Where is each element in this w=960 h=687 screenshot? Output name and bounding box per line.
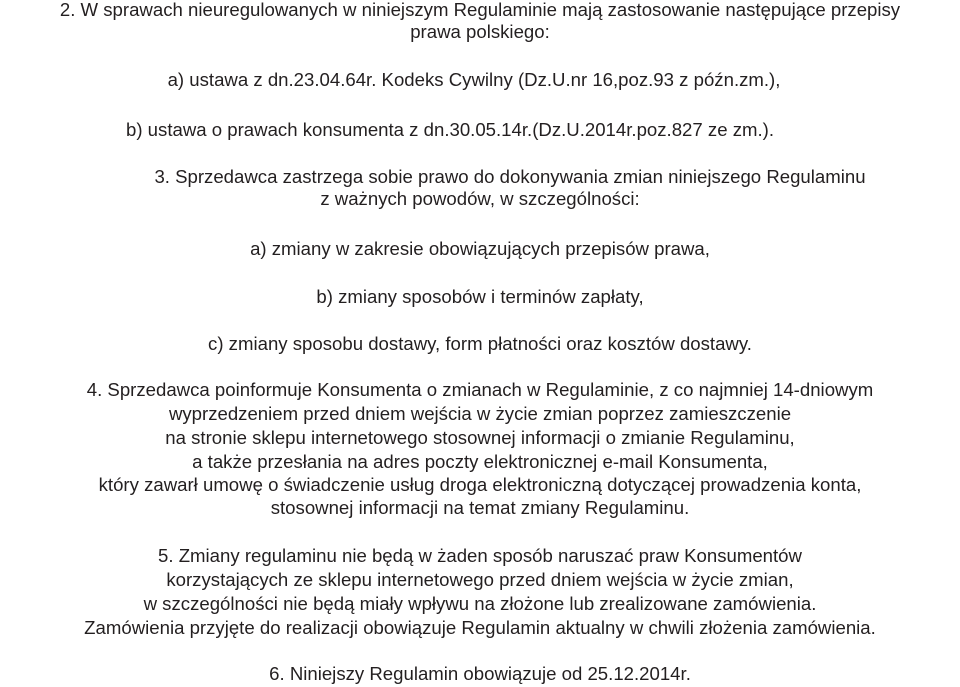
section-5-line-3: w szczególności nie będą miały wpływu na złożone lub zrealizowane zamówienia. [143,593,817,614]
section-2-item-b: b) ustawa o prawach konsumenta z dn.30.05.14r.(Dz.U.2014r.poz.827 ze zm.). [125,119,775,140]
section-4-line-6: stosownej informacji na temat zmiany Regulaminu. [270,497,690,518]
section-5-line-2: korzystających ze sklepu internetowego przed dniem wejścia w życie zmian, [166,569,794,590]
section-4-line-2: wyprzedzeniem przed dniem wejścia w życie zmian poprzez zamieszczenie [168,403,792,424]
section-3-line-2: z ważnych powodów, w szczególności: [320,188,640,209]
section-4-line-1: 4. Sprzedawca poinformuje Konsumenta o zmianach w Regulaminie, z co najmniej 14-dniowym [86,379,874,400]
section-2-item-a: a) ustawa z dn.23.04.64r. Kodeks Cywilny (Dz.U.nr 16,poz.93 z późn.zm.), [167,69,781,90]
section-4-line-5: który zawarł umowę o świadczenie usług droga elektroniczną dotyczącej prowadzenia konta, [98,474,862,495]
section-4-line-4: a także przesłania na adres poczty elektronicznej e-mail Konsumenta, [192,451,768,472]
section-3-line-1: 3. Sprzedawca zastrzega sobie prawo do dokonywania zmian niniejszego Regulaminu [154,166,866,187]
section-3-item-a: a) zmiany w zakresie obowiązujących przepisów prawa, [250,238,710,259]
section-4-line-3: na stronie sklepu internetowego stosownej informacji o zmianie Regulaminu, [165,427,795,448]
section-3-item-c: c) zmiany sposobu dostawy, form płatności oraz kosztów dostawy. [208,333,752,354]
section-5-line-1: 5. Zmiany regulaminu nie będą w żaden sposób naruszać praw Konsumentów [158,545,802,566]
section-6-line: 6. Niniejszy Regulamin obowiązuje od 25.12.2014r. [269,663,691,684]
section-3-item-b: b) zmiany sposobów i terminów zapłaty, [316,286,644,307]
section-5-line-4: Zamówienia przyjęte do realizacji obowiązuje Regulamin aktualny w chwili złożenia zamówienia. [84,617,876,638]
section-2-line-1: 2. W sprawach nieuregulowanych w niniejszym Regulaminie mają zastosowanie następujące przepisy [59,0,901,20]
section-2-line-2: prawa polskiego: [410,21,550,42]
